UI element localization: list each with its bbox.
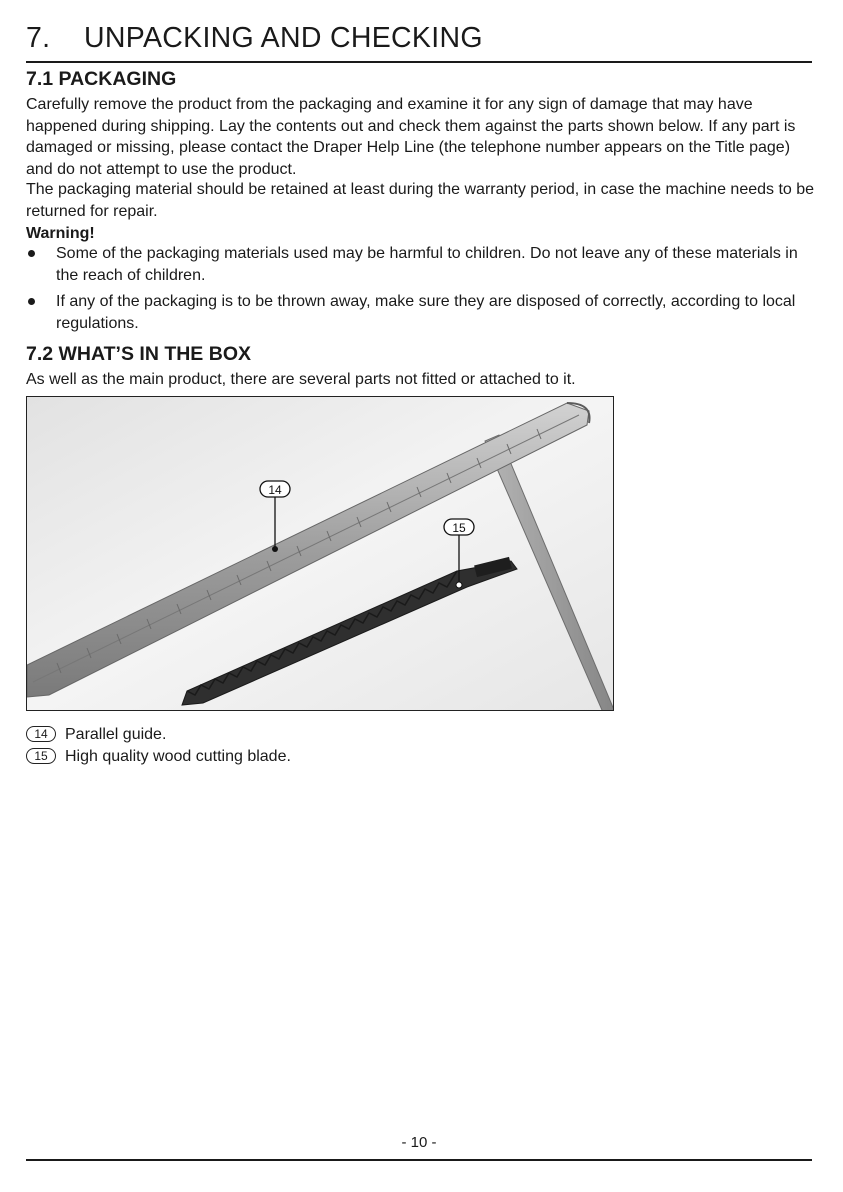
manual-page: [26, 0, 815, 1192]
legend-item-label: High quality wood cutting blade.: [65, 748, 291, 765]
legend-item: [26, 746, 291, 768]
section-heading-packaging: 7.1 PACKAGING: [26, 68, 177, 90]
footer-divider: [26, 1159, 812, 1161]
chapter-title-text: UNPACKING AND CHECKING: [84, 22, 483, 54]
warning-item-text: If any of the packaging is to be thrown away, make sure they are disposed of correctly, according to local regulations.: [56, 293, 796, 332]
warning-label: Warning!: [26, 225, 95, 242]
legend-item-label: Parallel guide.: [65, 726, 167, 743]
title-divider: [26, 61, 812, 63]
chapter-number: 7.: [26, 22, 51, 54]
warning-item-text: Some of the packaging materials used may be harmful to children. Do not leave any of these materials in the reach of children.: [56, 245, 798, 284]
legend-item: [26, 724, 291, 746]
warning-item: [26, 243, 812, 286]
contents-photo: [26, 396, 614, 711]
callout-15-label: 15: [452, 521, 466, 535]
warning-item: [26, 291, 812, 334]
contents-photo-illustration: [27, 397, 613, 710]
bullet-icon: [28, 298, 35, 305]
packaging-paragraph-2: The packaging material should be retained at least during the warranty period, in case the machine needs to be returned for repair.: [26, 181, 815, 220]
box-intro-paragraph: As well as the main product, there are several parts not fitted or attached to it.: [26, 371, 576, 388]
parts-legend: [26, 724, 291, 768]
legend-number-badge: 15: [26, 748, 56, 764]
warning-list: [26, 243, 812, 339]
callout-14-label: 14: [268, 483, 282, 497]
packaging-paragraph-1: Carefully remove the product from the packaging and examine it for any sign of damage that may have happened during shipping. Lay the contents out and check them against the parts shown below. If any part is damaged or missing, please contact the Draper Help Line (the telephone number appears on the Title page) and do not attempt to use the product.: [26, 96, 796, 178]
legend-number-badge: 14: [26, 726, 56, 742]
page-number: - 10 -: [401, 1134, 437, 1151]
section-heading-whats-in-the-box: 7.2 WHAT’S IN THE BOX: [26, 343, 251, 365]
chapter-title: [26, 20, 483, 56]
bullet-icon: [28, 250, 35, 257]
